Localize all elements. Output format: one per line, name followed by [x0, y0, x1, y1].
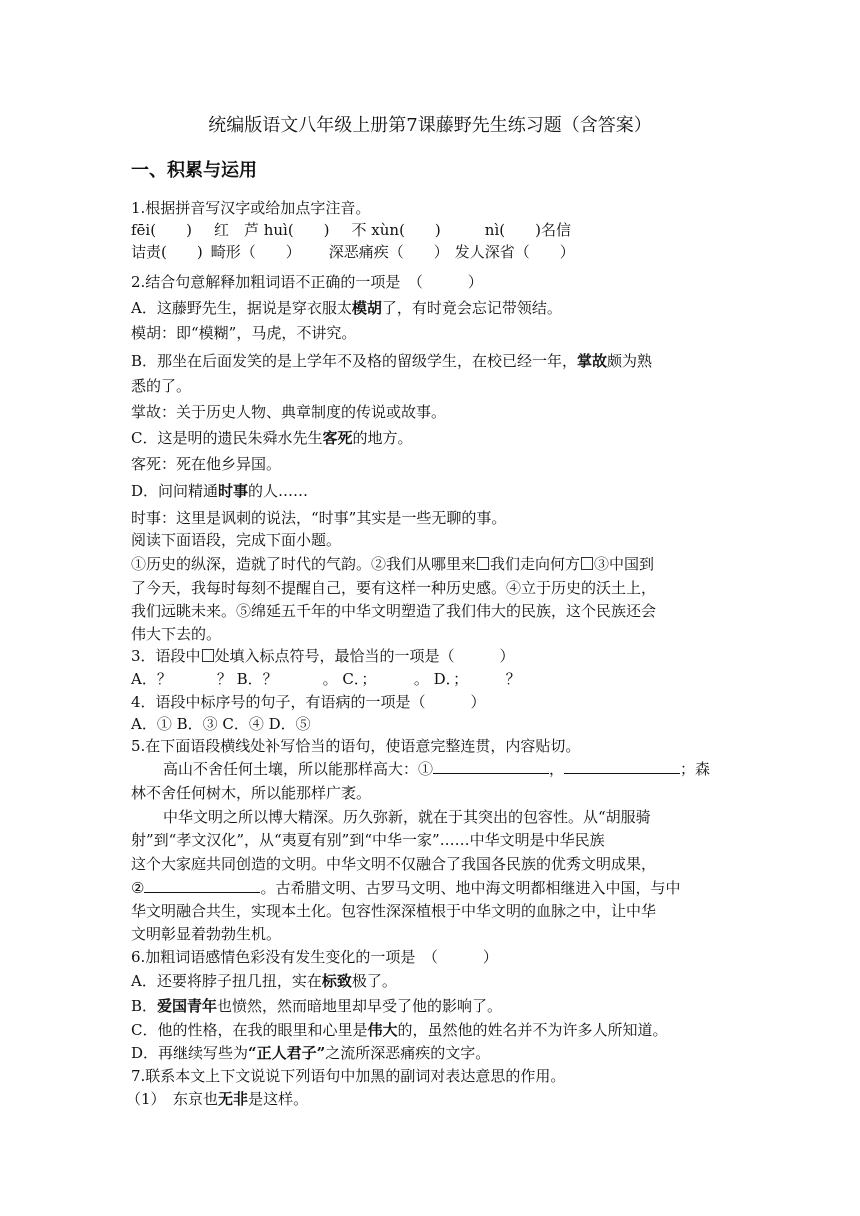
passage-line: 我们远眺未来。⑤绵延五千年的中华文明塑造了我们伟大的民族，这个民族还会 [131, 602, 657, 620]
text: ， [549, 760, 565, 778]
q5-line: 射”到“孝文汉化”，从“夷夏有别”到“中华一家”……中华文明是中华民族 [131, 831, 605, 849]
text: A．还要将脖子扭几扭，实在 [131, 972, 322, 990]
question-3-stem [131, 645, 731, 667]
text: 。古希腊文明、古罗马文明、地中海文明都相继进入中国，与中 [260, 879, 681, 897]
q1-item: 发人深省（ ） [454, 243, 575, 261]
bold-term: 时事 [218, 482, 249, 500]
text: ② [131, 879, 145, 897]
q6-option-d [131, 1042, 731, 1064]
text: 极了。 [351, 972, 397, 990]
answer-blank[interactable] [564, 759, 680, 774]
question-4-options: A．① B．③ C．④ D．⑤ [131, 715, 311, 733]
text: ①历史的纵深，造就了时代的气韵。②我们从哪里来 [131, 555, 477, 573]
text: ；森 [680, 760, 711, 778]
text: 3．语段中 [131, 647, 201, 665]
q5-line: 林不舍任何树木，所以能那样广袤。 [131, 784, 372, 802]
q1-item: nì( )名信 [484, 221, 571, 239]
q1-item: 不 xùn( ) [351, 221, 441, 239]
question-1-row-1 [131, 219, 731, 241]
question-1-row-2 [131, 241, 731, 263]
q5-line [131, 877, 731, 899]
text: 高山不舍任何土壤，所以能那样高大：① [163, 760, 434, 778]
text: （1） 东京也 [126, 1090, 219, 1108]
q2-option-d-note: 时事：这里是讽刺的说法，“时事”其实是一些无聊的事。 [131, 509, 507, 527]
reading-intro: 阅读下面语段，完成下面小题。 [131, 531, 342, 549]
passage-line: 伟大下去的。 [131, 625, 222, 643]
text: D．再继续写些为 [131, 1044, 249, 1062]
text: 了，有时竟会忘记带领结。 [381, 299, 562, 317]
passage-line [131, 553, 731, 575]
question-1-stem: 1.根据拼音写汉字或给加点字注音。 [131, 199, 371, 217]
q6-option-c [131, 1019, 731, 1041]
bold-term: 爱国青年 [157, 997, 218, 1015]
q7-item-1 [126, 1088, 726, 1110]
q2-option-b-note: 掌故：关于历史人物、典章制度的传说或故事。 [131, 403, 447, 421]
bold-term: 伟大 [367, 1021, 398, 1039]
text: D．问问精通 [131, 482, 219, 500]
text: 我们走向何方 [490, 555, 581, 573]
text: ③中国到 [594, 555, 655, 573]
text: 的，虽然他的姓名并不为许多人所知道。 [397, 1021, 668, 1039]
q2-option-b [131, 350, 731, 372]
text: 之流所深恶痛疾的文字。 [325, 1044, 491, 1062]
blank-box [477, 557, 489, 570]
q5-line: 华文明融合共生，实现本土化。包容性深深植根于中华文明的血脉之中，让中华 [131, 902, 657, 920]
section-heading: 一、积累与运用 [131, 160, 257, 181]
text: 是这样。 [248, 1090, 309, 1108]
text: 也愤然，然而暗地里却早受了他的影响了。 [217, 997, 503, 1015]
question-5-stem: 5.在下面语段横线处补写恰当的语句，使语意完整连贯，内容贴切。 [131, 737, 581, 755]
q5-line: 文明彰显着勃勃生机。 [131, 925, 282, 943]
bold-term: 客死 [322, 429, 353, 447]
q1-item: 诘责( ) [131, 243, 203, 261]
q6-option-b [131, 995, 731, 1017]
q1-item: 红 芦 huì( ) [213, 221, 330, 239]
q5-line [163, 758, 731, 780]
passage-line: 了今天，我每时每刻不提醒自己，要有这样一种历史感。④立于历史的沃土上， [131, 579, 657, 597]
question-7-stem: 7.联系本文上下文说说下列语句中加黑的副词对表达意思的作用。 [131, 1067, 566, 1085]
q6-option-a [131, 970, 731, 992]
bold-term: 标致 [321, 972, 352, 990]
text: B． [131, 997, 158, 1015]
text: C．他的性格，在我的眼里和心里是 [131, 1021, 368, 1039]
text: 处填入标点符号，最恰当的一项是（ ） [214, 647, 515, 665]
q2-option-a-note: 模胡：即“模糊”，马虎，不讲究。 [131, 324, 357, 342]
question-6-stem: 6.加粗词语感情色彩没有发生变化的一项是 （ ） [131, 948, 498, 966]
text: B．那坐在后面发笑的是上学年不及格的留级学生，在校已经一年， [131, 352, 578, 370]
text: 的地方。 [352, 429, 413, 447]
blank-box [581, 557, 593, 570]
q2-option-a [131, 297, 731, 319]
blank-box [202, 649, 214, 662]
question-2-stem: 2.结合句意解释加粗词语不正确的一项是 （ ） [131, 273, 483, 291]
answer-blank[interactable] [144, 878, 260, 893]
q2-option-d [131, 480, 731, 502]
text: A．这藤野先生，据说是穿衣服太 [131, 299, 352, 317]
text: 的人…… [248, 482, 309, 500]
answer-blank[interactable] [433, 759, 549, 774]
q1-item: 深恶痛疾（ ） [328, 243, 449, 261]
bold-term: 模胡 [351, 299, 382, 317]
question-4-stem: 4．语段中标序号的句子，有语病的一项是（ ） [131, 693, 486, 711]
q2-option-c [131, 427, 731, 449]
question-3-options: A．？ ？ B．？ 。 C．； 。 D．； ？ [131, 670, 521, 688]
q1-item: fēi( ) [131, 221, 192, 239]
q2-option-b-cont: 悉的了。 [131, 377, 192, 395]
document-title: 统编版语文八年级上册第7课藤野先生练习题（含答案） [208, 115, 652, 136]
q1-item: 畸形（ ） [210, 243, 301, 261]
text: C．这是明的遗民朱舜水先生 [131, 429, 323, 447]
q5-line: 这个大家庭共同创造的文明。中华文明不仅融合了我国各民族的优秀文明成果， [131, 855, 657, 873]
q2-option-c-note: 客死：死在他乡异国。 [131, 455, 282, 473]
bold-term: 无非 [218, 1090, 249, 1108]
bold-term: “正人君子” [248, 1044, 326, 1062]
q5-line: 中华文明之所以博大精深。历久弥新，就在于其突出的包容性。从“胡服骑 [163, 808, 651, 826]
text: 颇为熟 [607, 352, 653, 370]
bold-term: 掌故 [577, 352, 608, 370]
